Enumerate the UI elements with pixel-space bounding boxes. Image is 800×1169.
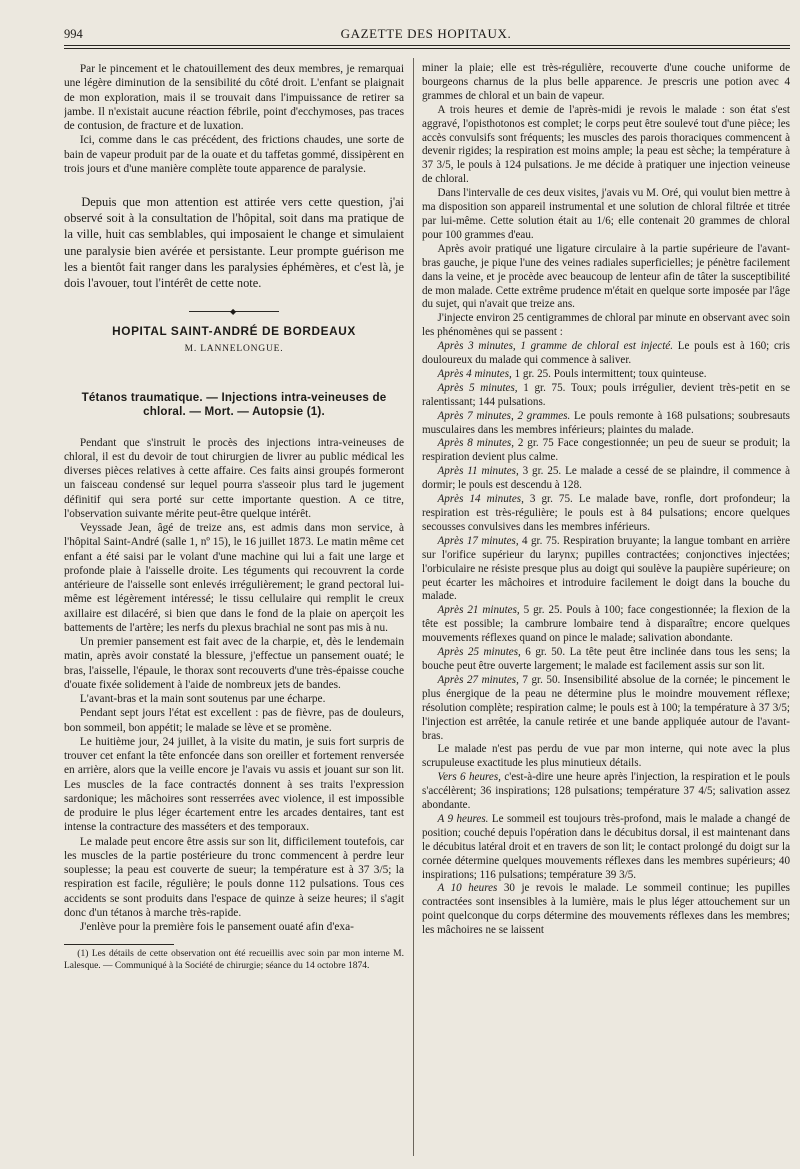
time-lead: Vers 6 heures, <box>437 771 501 784</box>
body-paragraph <box>422 465 790 493</box>
header-rule-thin <box>64 48 790 49</box>
body-paragraph: Pendant que s'instruit le procès des injections intra-veineuses de chloral, il est du devoir de tout chirurgien de livrer au public médical les diverses pièces relatives à cette affaire. Ces faits ainsi groupés formeront un faisceau condensé sur lequel pourra s'asseoir plus tard le jugement définitif qui sera porté sur cette importante question. A ce titre, l'observation suivante mérite peut-être quelque intérêt. <box>64 436 404 520</box>
time-lead: Après 3 minutes, 1 gramme de chloral est injecté. <box>437 340 673 353</box>
body-paragraph: Un premier pansement est fait avec de la charpie, et, dès le lendemain matin, après avoir constaté la blessure, j'effectue un pansement ouaté; le bras, l'aisselle, l'épaule, le thorax sont recouverts d'une très-épaisse couche d'ouate fixée solidement à l'aide de nombreux jets de bandes. <box>64 636 404 691</box>
body-paragraph <box>422 382 790 410</box>
footnote: (1) Les détails de cette observation ont été recueillis avec soin par mon interne M. Lalesque. — Communiqué à la Société de chirurgie; séance du 14 octobre 1874. <box>64 949 404 971</box>
body-paragraph <box>422 62 790 104</box>
body-paragraph <box>422 771 790 813</box>
paragraph-text: Le malade n'est pas perdu de vue par mon interne, qui note avec la plus scrupuleuse exactitude les plus minutieux détails. <box>422 743 790 770</box>
paragraph-text: Dans l'intervalle de ces deux visites, j'avais vu M. Oré, qui voulut bien mettre à ma disposition son appareil instrumental et une solution de chloral filtrée et titrée par lui-même. Cette solution était au 1/6; elle contenait 20 grammes de chloral pour 100 grammes d'eau. <box>422 187 790 241</box>
hospital-heading: HOPITAL SAINT-ANDRÉ DE BORDEAUX <box>112 324 356 339</box>
section-separator <box>189 307 279 317</box>
time-lead: Après 21 minutes, <box>437 604 520 617</box>
body-paragraph <box>422 743 790 771</box>
journal-title: GAZETTE DES HOPITAUX. <box>340 26 512 41</box>
body-paragraph <box>422 368 790 382</box>
article-body <box>64 436 404 935</box>
paragraph-text: Après avoir pratiqué une ligature circulaire à la partie supérieure de l'avant-bras gauche, je pique l'une des veines radiales superficielles; je pénètre facilement dans la veine, et je procède avec beaucoup de lenteur afin de tâter la susceptibilité de mon malade. Cette extrême prudence m'était en quelque sorte imposée par l'âge du sujet, qui n'avait que treize ans. <box>422 242 790 311</box>
paragraph-text: 7 gr. 50. Insensibilité absolue de la cornée; le pincement le plus énergique de la peau ne détermine plus le moindre mouvement réflexe; résolution complète; respiration calme; le pouls est à 100; la température à 37 3/5; l'injection est arrêtée, la canule retirée et une bande appliquée autour de l'avant-bras. <box>422 673 790 742</box>
intro-paragraph: Par le pincement et le chatouillement des deux membres, je remarquai une légère diminution de la sensibilité du côté droit. L'enfant se plaignait de mon exploration, mais il se trouvait dans l'impuissance de retirer sa jambe. Il n'existait aucune réaction fébrile, point d'ecchymoses, pas traces de contusion, de fracture et de luxation. <box>64 63 404 132</box>
time-lead: Après 4 minutes, <box>437 367 512 380</box>
body-paragraph <box>422 674 790 744</box>
body-paragraph <box>422 493 790 535</box>
paragraph-text: 4 gr. 75. Respiration bruyante; la langue tombant en arrière sur l'orifice supérieur du larynx; pupilles contractées; conjonctives injectées; l'orbiculaire ne résiste presque plus au doigt qui soulève la paupière supérieure; on peut écarter les mâchoires et introduire facilement le doigt dans la bouche du malade. <box>422 534 790 603</box>
body-paragraph <box>422 312 790 340</box>
header-rule <box>64 45 790 46</box>
paragraph-text: c'est-à-dire une heure après l'injection, la respiration et le pouls s'accélèrent; 36 inspirations; 128 pulsations; température 37 4/5; salivation assez abondante. <box>422 771 790 812</box>
body-paragraph: L'avant-bras et la main sont soutenus par une écharpe. <box>79 693 326 706</box>
body-paragraph: J'enlève pour la première fois le pansement ouaté afin d'exa- <box>79 921 354 934</box>
paragraph-text: 3 gr. 25. Le malade a cessé de se plaindre, il commence à dormir; le pouls est descendu à 128. <box>422 465 790 492</box>
paragraph-text: J'injecte environ 25 centigrammes de chloral par minute en observant avec soin les phénomènes qui se passent : <box>422 312 790 339</box>
paragraph-text: Le sommeil est toujours très-profond, mais le malade a changé de position; couché depuis l'opération dans le décubitus dorsal, il est maintenant dans le décubitus latéral droit et en travers de son lit; le contact prolongé du doigt sur la cornée détermine quelques mouvements réflexes dans les membres supérieurs; 40 inspirations; 116 pulsations; température 39 3/5. <box>422 812 790 881</box>
time-lead: Après 5 minutes, <box>437 381 518 394</box>
paragraph-text: A trois heures et demie de l'après-midi je revois le malade : son état s'est aggravé, l'opisthotonos est complet; le corps peut être soulevé tout d'une pièce; les accès convulsifs sont fréquents; les muscles des parois thoraciques commencent à devenir rigides; la respiration est moins ample; la peau est sèche; la température à 37 3/5, le pouls à 124 pulsations. Je me décide à pratiquer une injection veineuse de chloral. <box>422 103 790 186</box>
hospital-author: M. LANNELONGUE. <box>184 344 284 355</box>
paragraph-text: Le pouls est à 160; cris douloureux du malade qui commence à saliver. <box>422 340 790 367</box>
column-divider <box>413 58 414 1156</box>
page-header <box>64 24 788 44</box>
time-lead: Après 17 minutes, <box>437 534 519 547</box>
paragraph-text: miner la plaie; elle est très-régulière, recouverte d'une couche uniforme de bourgeons charnus de la plus belle apparence. Je prescris une potion avec 4 grammes de chloral et un bain de vapeur. <box>422 62 790 102</box>
time-lead: Après 8 minutes, <box>437 437 514 450</box>
time-lead: A 9 heures. <box>437 812 489 825</box>
body-paragraph <box>422 187 790 243</box>
separator-ornament-icon: ◆ <box>230 307 237 317</box>
body-paragraph: Le malade peut encore être assis sur son lit, difficilement toutefois, car les muscles de la partie postérieure du tronc commencent à perdre leur souplesse; la peau est couverte de sueur; la température est à 37 3/5; la respiration est facile, régulière; le pouls donne 112 pulsations. Tous ces accidents se sont produits dans l'espace de quinze à seize heures; il s'agit donc d'un tétanos à marche très-rapide. <box>64 835 404 919</box>
note-conclusion-paragraph: Depuis que mon attention est attirée vers cette question, j'ai observé soit à la consultation de l'hôpital, soit dans ma pratique de la ville, huit cas semblables, qui imposaient le change et simulaient une paralysie bien avérée et persistante. Leur prompte guérison me les a bientôt fait ranger dans les paralysies éphémères, et c'est là, je dois l'avouer, tout l'intérêt de cette note. <box>64 195 404 291</box>
body-paragraph <box>422 604 790 646</box>
time-lead: Après 11 minutes, <box>437 465 519 478</box>
article-title: Tétanos traumatique. — Injections intra-veineuses de chloral. — Mort. — Autopsie (1). <box>81 390 387 419</box>
body-paragraph <box>422 882 790 938</box>
paragraph-text: 1 gr. 25. Pouls intermittent; toux quinteuse. <box>511 367 707 380</box>
time-lead: Après 7 minutes, 2 grammes. <box>437 409 571 422</box>
body-paragraph <box>422 813 790 883</box>
time-lead: Après 27 minutes, <box>437 673 519 686</box>
body-paragraph <box>422 535 790 605</box>
body-paragraph: Le huitième jour, 24 juillet, à la visite du matin, je suis fort surpris de trouver cet enfant la tête enfoncée dans son oreiller et fortement renversée en arrière, alors que la veille encore je l'avais vu assis et jouant sur son lit. Les muscles de la face contractés donnent à ses traits l'expression sardonique; les mâchoires sont resserrées avec violence, il est impossible de produire le plus léger écartement entre les arcades dentaires, tant est intense la contracture des masséters et des temporaux. <box>64 735 404 834</box>
right-column <box>422 62 790 1152</box>
time-lead: A 10 heures <box>437 882 498 895</box>
paragraph-text: 30 je revois le malade. Le sommeil continue; les pupilles contractées sont insensibles à la lumière, mais le plus léger attouchement sur un point quelconque du corps détermine des mouvements réflexes dans les membres; les mâchoires ne se laissent <box>422 882 790 937</box>
paragraph-text: 3 gr. 75. Le malade bave, ronfle, dort profondeur; la respiration est très-régulière; le pouls est à 84 pulsations; encore quelques secousses convulsives dans les membres inférieurs. <box>422 493 790 533</box>
page-number: 994 <box>64 27 83 41</box>
body-paragraph <box>422 410 790 438</box>
body-paragraph: Veyssade Jean, âgé de treize ans, est admis dans mon service, à l'hôpital Saint-André (salle 1, nº 15), le 16 juillet 1873. Le matin même cet enfant a été saisi par le volant d'une machine qui lui a fait une large et profonde plaie à l'aisselle droite. Les téguments qui recouvrent la corde antérieure de l'aisselle sont enlevés irrégulièrement; le grand pectoral lui-même est légèrement intéressé; le tissu cellulaire qui remplit le creux axillaire est dilacéré, si bien que dans le fond de la plaie on aperçoit les battements de l'artère; les nerfs du plexus brachial ne sont pas mis à nu. <box>64 522 404 634</box>
body-paragraph <box>422 437 790 465</box>
left-column <box>64 62 404 1152</box>
footnote-rule <box>64 944 174 945</box>
paragraph-text: 6 gr. 50. La tête peut être inclinée dans tous les sens; la bouche peut être ouverte largement; le malade est facilement assis sur son lit. <box>422 646 790 672</box>
paragraph-text: 2 gr. 75 Face congestionnée; un peu de sueur se produit; la respiration devient plus calme. <box>422 437 790 464</box>
body-paragraph <box>422 243 790 313</box>
paragraph-text: Le pouls remonte à 168 pulsations; soubresauts musculaires dans les membres inférieurs; plaintes du malade. <box>422 409 790 436</box>
body-paragraph <box>422 646 790 674</box>
body-paragraph <box>422 104 790 187</box>
time-lead: Après 25 minutes, <box>437 646 521 659</box>
time-lead: Après 14 minutes, <box>437 493 524 506</box>
paragraph-text: 1 gr. 75. Toux; pouls irrégulier, devient très-petit en se ralentissant; 144 pulsations. <box>422 381 790 408</box>
intro-paragraph: Ici, comme dans le cas précédent, des frictions chaudes, une sorte de bain de vapeur produit par de la ouate et du taffetas gommé, dissipèrent en trois jours et d'une manière complète toute apparence de paralysie. <box>64 134 404 175</box>
body-paragraph: Pendant sept jours l'état est excellent : pas de fièvre, pas de douleurs, bon sommeil, bon appétit; le malade se lève et se promène. <box>64 707 404 734</box>
body-paragraph <box>422 340 790 368</box>
paragraph-text: 5 gr. 25. Pouls à 100; face congestionnée; la flexion de la tête est possible; la cambrure lombaire tend à disparaître; encore quelques mouvements réflexes quand on pince le malade; salivation abondante. <box>422 604 790 645</box>
